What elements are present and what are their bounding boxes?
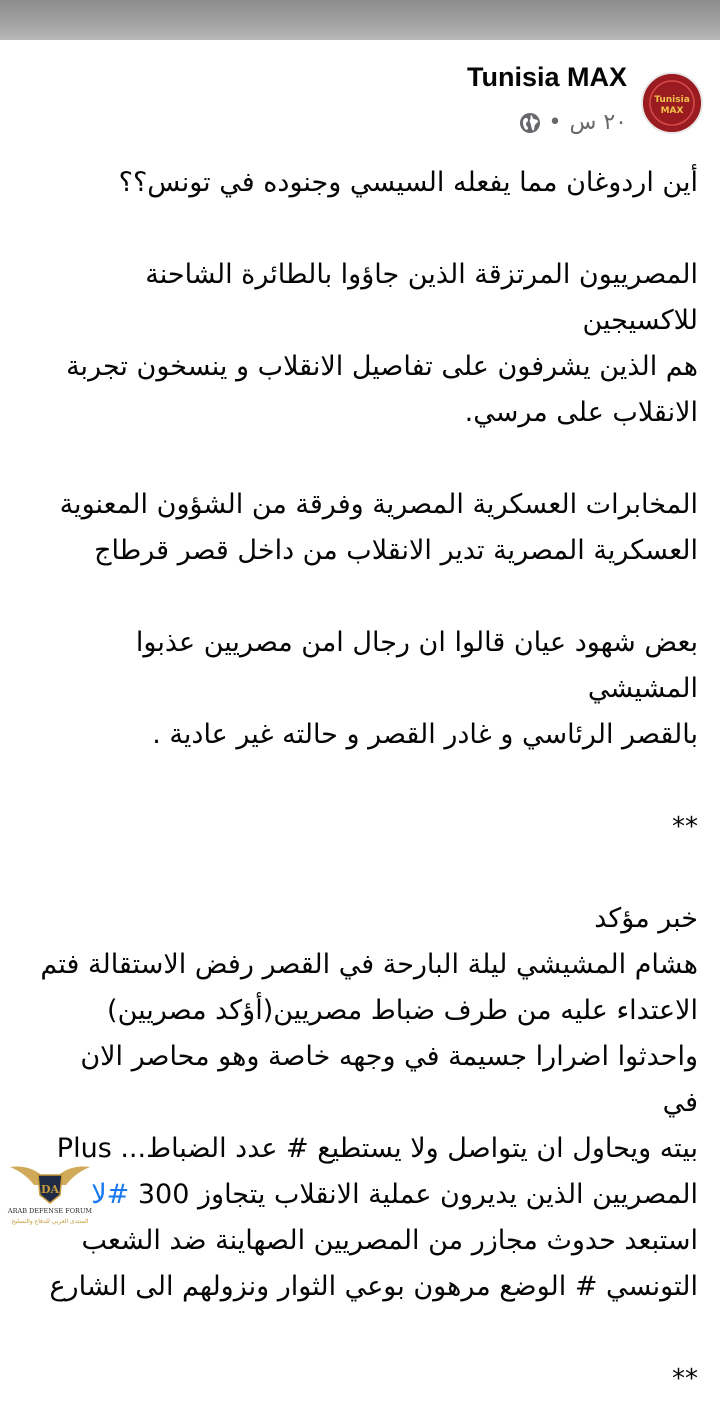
watermark-line1: ARAB DEFENSE FORUM (7, 1207, 93, 1215)
post-line: المخابرات العسكرية المصرية وفرقة من الشؤون المعنوية (59, 489, 698, 520)
hashtag-link[interactable]: #لا (91, 1179, 130, 1210)
post-line: بالقصر الرئاسي و غادر القصر و حالته غير عادية . (152, 719, 698, 750)
post-line: أين اردوغان مما يفعله السيسي وجنوده في تونس؟؟ (118, 167, 698, 198)
post-body (38, 160, 698, 1402)
watermark-line2: المنتدى العربي للدفاع والتسليح (11, 1218, 89, 1225)
post-line: بيته ويحاول ان يتواصل ولا يستطيع # عدد الضباط... Plus (56, 1133, 698, 1164)
avatar-text-2: MAX (660, 106, 684, 116)
globe-icon[interactable] (519, 112, 541, 134)
post-line: بعض شهود عيان قالوا ان رجال امن مصريين عذبوا المشيشي (135, 627, 698, 704)
post-line: المصرييون المرتزقة الذين جاؤوا بالطائرة الشاحنة للاكسيجين (145, 259, 698, 336)
page-avatar[interactable] (641, 72, 703, 134)
post-line: هشام المشيشي ليلة البارحة في القصر رفض الاستقالة فتم (40, 949, 698, 980)
post-line: واحدثوا اضرارا جسيمة في وجهه خاصة وهو محاصر الان في (80, 1041, 698, 1118)
post-line: استبعد حدوث مجازر من المصريين الصهاينة ضد الشعب (81, 1225, 698, 1256)
post-line-text: المصريين الذين يديرون عملية الانقلاب يتجاوز 300 (129, 1179, 698, 1210)
arab-defense-forum-watermark (4, 1155, 96, 1227)
post-time[interactable]: ٢٠ س (569, 110, 627, 135)
post-meta (519, 110, 627, 135)
separator-stars: ** (672, 1364, 698, 1394)
post-line: خبر مؤكد (594, 903, 698, 934)
top-bar (0, 0, 720, 40)
separator-stars: ** (672, 812, 698, 842)
post-line: التونسي # الوضع مرهون بوعي الثوار ونزولهم الى الشارع (49, 1271, 698, 1302)
post-line: العسكرية المصرية تدير الانقلاب من داخل قصر قرطاج (94, 535, 698, 566)
watermark-monogram: DA (40, 1183, 60, 1196)
avatar-text-1: Tunisia (654, 95, 690, 105)
post-line: هم الذين يشرفون على تفاصيل الانقلاب و ينسخون تجربة (66, 351, 698, 382)
avatar-logo (643, 74, 701, 132)
meta-separator: • (548, 110, 562, 135)
page-name[interactable]: Tunisia MAX (466, 62, 627, 92)
post-line (38, 1172, 698, 1218)
post-line: الاعتداء عليه من طرف ضباط مصريين(أؤكد مصريين) (107, 995, 698, 1026)
post-line: الانقلاب على مرسي. (464, 397, 698, 428)
